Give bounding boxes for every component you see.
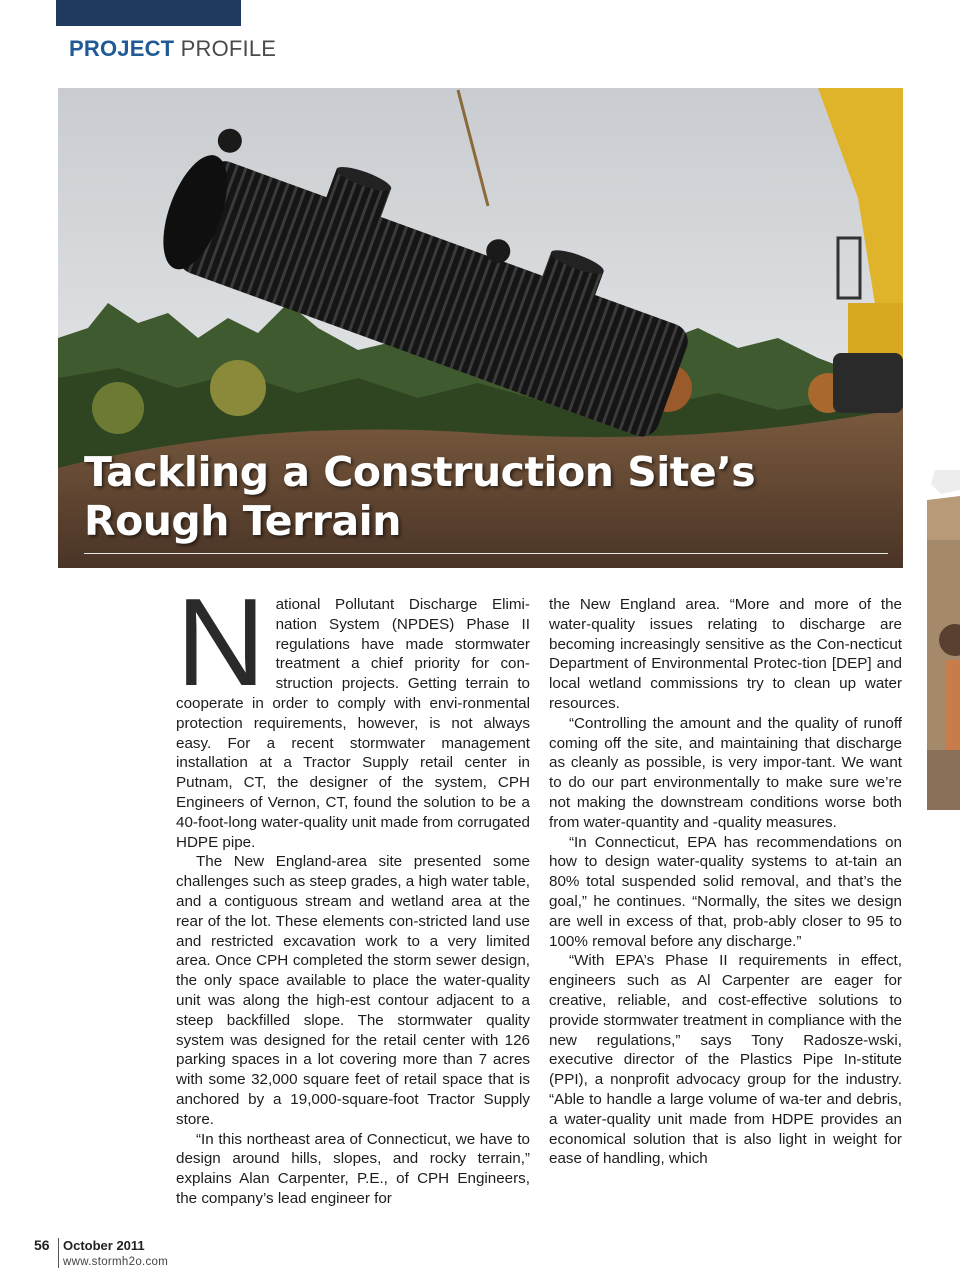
footer-divider <box>58 1238 59 1268</box>
adjacent-page-photo <box>927 540 960 810</box>
article-paragraph: “With EPA’s Phase II requirements in effect, engineers such as Al Carpenter are eager for creative, reliable, and cost-effective solutions to provide stormwater treatment in compliance with the new regulations,” says Tony Radosze-wski, executive director of the Plastics Pipe In-stitute (PPI), a nonprofit advocacy group for the industry. “Able to handle a large volume of wa-ter and debris, a water-quality unit made from HDPE provides an economical solution that is also light in weight for ease of handling, which <box>549 952 902 1168</box>
section-label-profile: PROFILE <box>180 36 277 61</box>
article-paragraph <box>176 574 530 852</box>
page-number: 56 <box>34 1237 50 1253</box>
article-paragraph: “In this northeast area of Connecticut, we have to design around hills, slopes, and rocky terrain,” explains Alan Carpenter, P.E., of CPH Engineers, the company’s lead engineer for <box>176 1130 530 1207</box>
headline-line-2: Rough Terrain <box>84 497 401 545</box>
headline-rule <box>84 553 888 554</box>
header-color-bar <box>56 0 241 26</box>
article-paragraph: The New England-area site presented some challenges such as steep grades, a high water table, and a contiguous stream and wetland area at the rear of the lot. These elements con-stricted land use and restricted excavation work to a very limited area. Once CPH completed the storm sewer design, the only space available to place the water-quality unit was along the high-est contour adjacent to a steep backfilled slope. The stormwater quality system was designed for the retail center with 126 parking spaces in a lot covering more than 7 acres with some 32,000 square feet of retail space that is anchored by a 19,000-square-foot Tractor Supply store. <box>176 853 530 1128</box>
article-headline <box>84 448 755 546</box>
section-label <box>69 36 276 62</box>
issue-date: October 2011 <box>63 1238 145 1253</box>
article-paragraph: the New England area. “More and more of the water-quality issues relating to discharge are becoming increasingly sensitive as the Con-necticut Department of Environmental Protec-tion [DEP] and local wetland commissions try to clean up water resources. <box>549 596 902 712</box>
drop-cap: N <box>176 574 266 712</box>
paragraph-text: ational Pollutant Discharge Elimi-nation System (NPDES) Phase II regulations have made stormwater treatment a chief priority for con-struction projects. Getting terrain to cooperate in order to comply with envi-ronmental protection requirements, however, is not always easy. For a recent stormwater management installation at a Tractor Supply retail center in Putnam, CT, the designer of the system, CPH Engineers of Vernon, CT, found the solution to be a 40-foot-long water-quality unit made from corrugated HDPE pipe. <box>176 596 530 851</box>
article-paragraph: “In Connecticut, EPA has recommendations on how to design water-quality systems to at-tain an 80% total suspended solid removal, and that’s the goal,” he continues. “Normally, the sites we design are well in excess of that, prob-ably closer to 95 to 100% removal before any discharge.” <box>549 833 902 950</box>
article-paragraph: “Controlling the amount and the quality of runoff coming off the site, and maintaining that discharge as cleanly as possible, is very impor-tant. We want to do our part environmentally to make sure we’re not making the downstream conditions worse both from water-quantity and -quality measures. <box>549 714 902 831</box>
adjacent-page-edge <box>927 470 960 540</box>
headline-line-1: Tackling a Construction Site’s <box>84 448 756 496</box>
section-label-project: PROJECT <box>69 36 175 61</box>
footer-url: www.stormh2o.com <box>63 1256 169 1268</box>
article-column-left <box>176 574 530 1209</box>
article-column-right <box>549 595 902 1169</box>
